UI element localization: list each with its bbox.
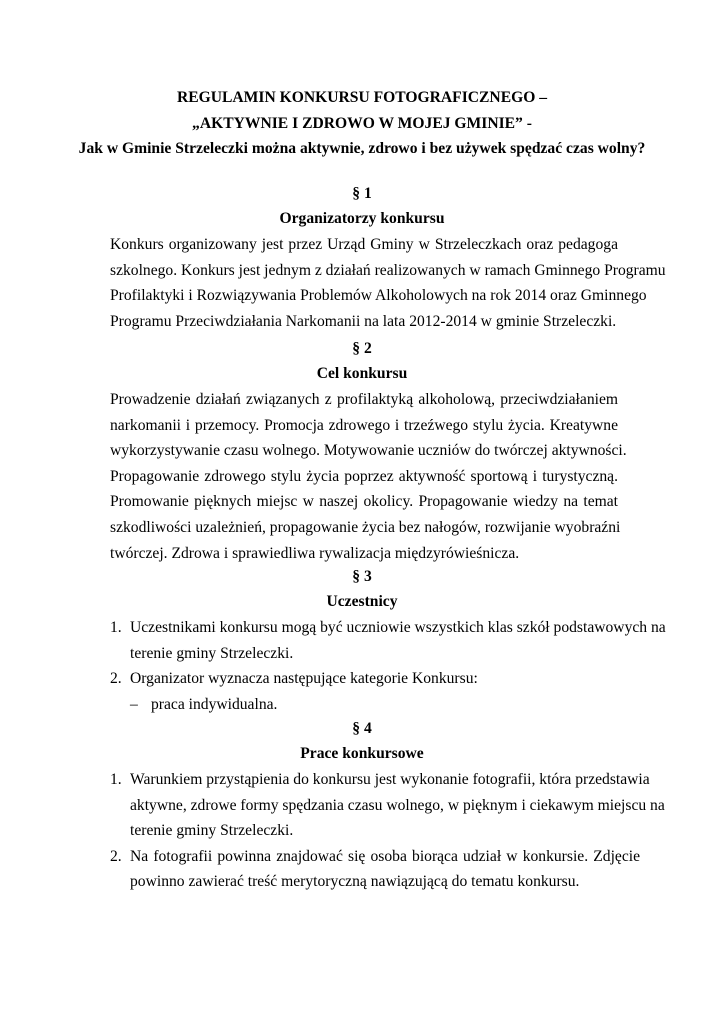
list-item-line: Warunkiem przystąpienia do konkursu jest wykonanie fotografii, która przedstawia <box>130 771 650 788</box>
list-item-line: terenie gminy Strzeleczki. <box>130 822 294 840</box>
list-item-line: terenie gminy Strzeleczki. <box>130 644 294 662</box>
paragraph-line: Konkurs organizowany jest przez Urząd Gminy w Strzeleczkach oraz pedagoga <box>110 236 618 253</box>
section-1-title: Organizatorzy konkursu <box>279 210 445 227</box>
section-3-sign: § 3 <box>352 568 372 585</box>
list-number: 2. <box>110 670 122 688</box>
paragraph-line: szkodliwości uzależnień, propagowanie życia bez nałogów, rozwijanie wyobraźni <box>110 518 621 536</box>
list-item <box>110 844 640 895</box>
section-3-title: Uczestnicy <box>326 593 398 610</box>
section-2-sign: § 2 <box>352 340 372 357</box>
section-3-list <box>110 615 666 717</box>
dash-bullet: – <box>130 695 138 713</box>
list-item <box>110 615 666 666</box>
paragraph-line: wykorzystywanie czasu wolnego. Motywowanie uczniów do twórczej aktywności. <box>110 442 627 460</box>
list-item-line: Uczestnikami konkursu mogą być uczniowie wszystkich klas szkół podstawowych na <box>130 619 666 636</box>
list-item-line: Organizator wyznacza następujące kategorie Konkursu: <box>130 670 478 688</box>
list-item-line: powinno zawierać treść merytoryczną nawiązującą do tematu konkursu. <box>130 873 580 891</box>
paragraph-line: Propagowanie zdrowego stylu życia poprzez aktywność sportową i turystyczną. <box>110 467 618 485</box>
section-2-title: Cel konkursu <box>316 365 408 382</box>
list-number: 2. <box>110 847 122 865</box>
list-item <box>110 666 640 692</box>
list-item-line: aktywne, zdrowe formy spędzania czasu wolnego, w pięknym i ciekawym miejscu na <box>130 796 665 814</box>
paragraph-line: twórczej. Zdrowa i sprawiedliwa rywalizacja międzyrówieśnicza. <box>110 544 520 562</box>
section-4-sign: § 4 <box>352 720 372 737</box>
title-line-1: REGULAMIN KONKURSU FOTOGRAFICZNEGO – <box>176 89 548 106</box>
section-1-paragraph <box>110 232 666 334</box>
category-item <box>110 692 640 718</box>
list-number: 1. <box>110 771 122 788</box>
paragraph-line: Profilaktyki i Rozwiązywania Problemów Alkoholowych na rok 2014 oraz Gminnego <box>110 287 647 305</box>
paragraph-line: narkomanii i przemocy. Promocja zdrowego i trzeźwego stylu życia. Kreatywne <box>110 416 618 434</box>
section-4-title: Prace konkursowe <box>300 745 424 762</box>
list-item-line: Na fotografii powinna znajdować się osoba biorąca udział w konkursie. Zdjęcie <box>130 847 640 865</box>
title-line-3: Jak w Gminie Strzeleczki można aktywnie, zdrowo i bez używek spędzać czas wolny? <box>78 140 646 157</box>
paragraph-line: Promowanie pięknych miejsc w naszej okolicy. Propagowanie wiedzy na temat <box>110 493 618 511</box>
paragraph-line: Prowadzenie działań związanych z profilaktyką alkoholową, przeciwdziałaniem <box>110 391 618 408</box>
paragraph-line: Programu Przeciwdziałania Narkomanii na lata 2012-2014 w gminie Strzeleczki. <box>110 312 617 330</box>
list-number: 1. <box>110 619 122 636</box>
title-line-2: „AKTYWNIE I ZDROWO W MOJEJ GMINIE” - <box>192 115 532 132</box>
category-text: praca indywidualna. <box>151 695 278 713</box>
list-item <box>110 767 665 844</box>
section-4-list <box>110 767 665 895</box>
document-title <box>0 86 724 161</box>
paragraph-line: szkolnego. Konkurs jest jednym z działań realizowanych w ramach Gminnego Programu <box>110 261 666 279</box>
section-2-paragraph <box>110 387 627 566</box>
section-1-sign: § 1 <box>352 185 372 202</box>
